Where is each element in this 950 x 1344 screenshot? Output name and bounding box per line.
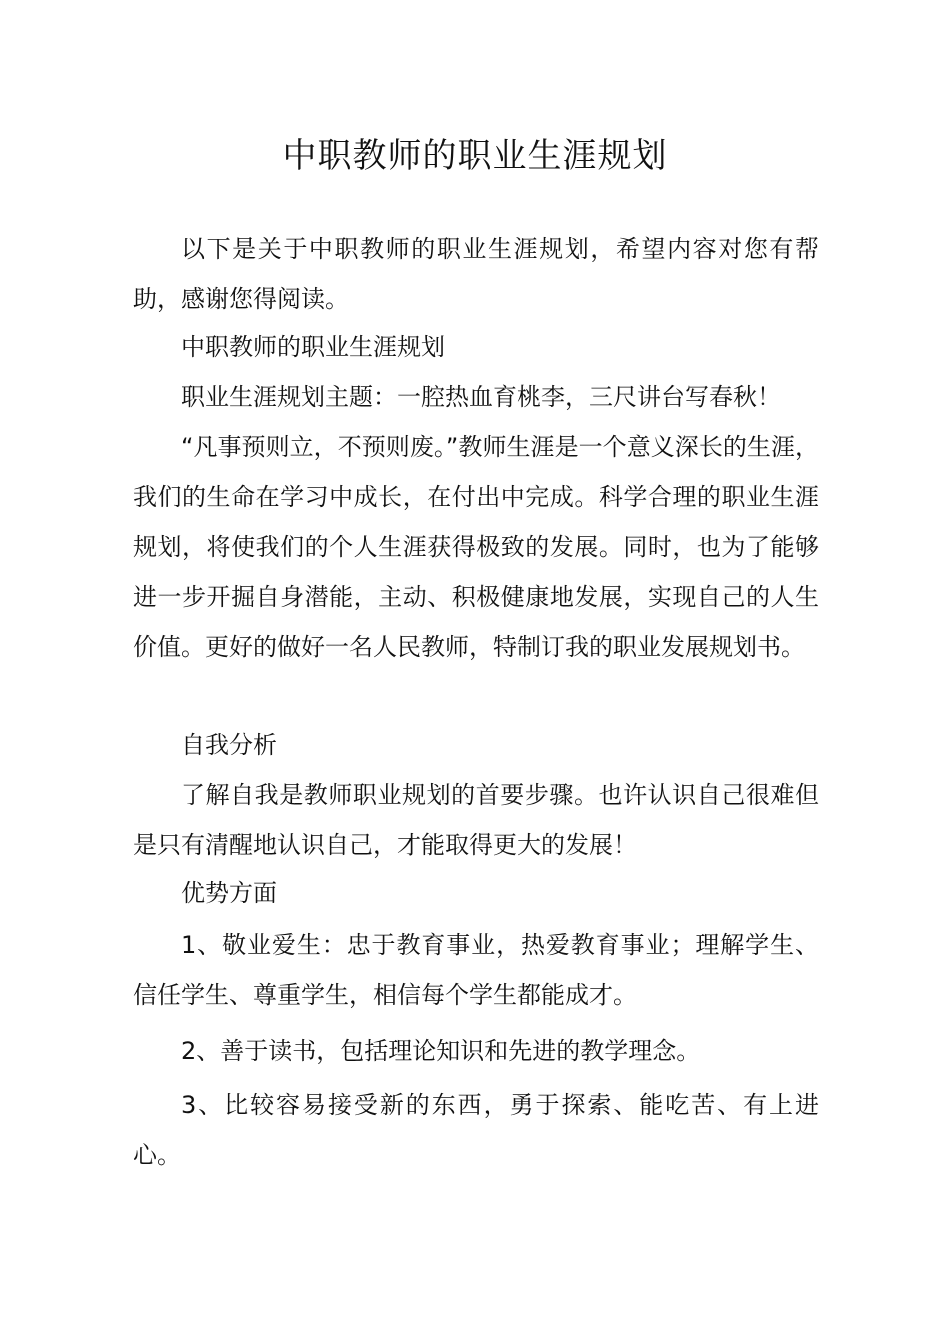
strength-item-1: 1、敬业爱生：忠于教育事业，热爱教育事业；理解学生、信任学生、尊重学生，相信每个学生都能成才。 [133,931,819,1009]
document-title: 中职教师的职业生涯规划 [282,136,668,176]
preface-paragraph: “凡事预则立，不预则废。”教师生涯是一个意义深长的生涯，我们的生命在学习中成长，在付出中完成。科学合理的职业生涯规划，将使我们的个人生涯获得极致的发展。同时，也为了能够进一步开掘自身潜能，主动、积极健康地发展，实现自己的人生价值。更好的做好一名人民教师，特制订我的职业发展规划书。 [133,433,819,661]
intro-paragraph: 以下是关于中职教师的职业生涯规划，希望内容对您有帮助，感谢您得阅读。 [133,235,819,313]
self-analysis-paragraph: 了解自我是教师职业规划的首要步骤。也许认识自己很难但是只有清醒地认识自己，才能取得更大的发展！ [133,781,819,859]
plan-theme-paragraph: 职业生涯规划主题：一腔热血育桃李，三尺讲台写春秋！ [181,383,781,411]
section-heading-self-analysis: 自我分析 [181,731,277,759]
section-heading-strengths: 优势方面 [181,879,277,907]
section-heading-plan: 中职教师的职业生涯规划 [181,333,445,361]
strength-item-3: 3、比较容易接受新的东西，勇于探索、能吃苦、有上进心。 [133,1091,819,1169]
strength-item-2: 2、善于读书，包括理论知识和先进的教学理念。 [181,1037,701,1065]
